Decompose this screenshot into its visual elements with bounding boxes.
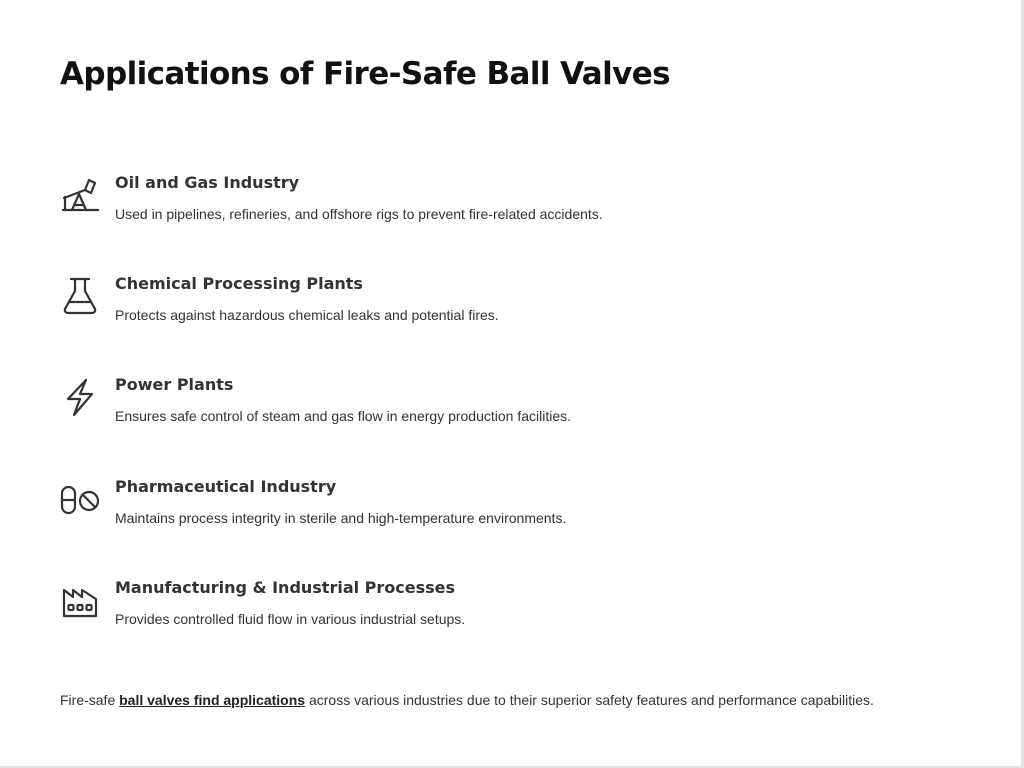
lightning-bolt-icon (60, 377, 100, 417)
list-item-chemical (60, 274, 960, 344)
item-description: Used in pipelines, refineries, and offshore rigs to prevent fire-related accidents. (115, 206, 603, 222)
page-title: Applications of Fire-Safe Ball Valves (60, 56, 671, 92)
item-heading: Manufacturing & Industrial Processes (115, 578, 456, 597)
item-description: Ensures safe control of steam and gas flow in energy production facilities. (115, 408, 572, 424)
list-item-oil-gas (60, 173, 960, 243)
list-item-manufacturing (60, 578, 960, 648)
footer-text (60, 692, 874, 708)
factory-icon (60, 580, 100, 620)
oil-pump-icon (60, 175, 100, 215)
footer-prefix: Fire-safe (60, 692, 120, 708)
item-heading: Oil and Gas Industry (115, 173, 300, 192)
item-description: Protects against hazardous chemical leaks and potential fires. (115, 307, 499, 323)
footer-suffix: across various industries due to their superior safety features and performance capabilities. (305, 692, 874, 708)
item-heading: Chemical Processing Plants (115, 274, 363, 293)
list-item-power (60, 375, 960, 445)
item-heading: Power Plants (115, 375, 234, 394)
item-description: Maintains process integrity in sterile and high-temperature environments. (115, 510, 567, 526)
flask-icon (60, 276, 100, 316)
ball-valves-applications-link[interactable]: ball valves find applications (119, 692, 306, 708)
item-description: Provides controlled fluid flow in various industrial setups. (115, 611, 466, 627)
item-heading: Pharmaceutical Industry (115, 477, 337, 496)
pill-icon (60, 479, 100, 519)
list-item-pharma (60, 477, 960, 547)
